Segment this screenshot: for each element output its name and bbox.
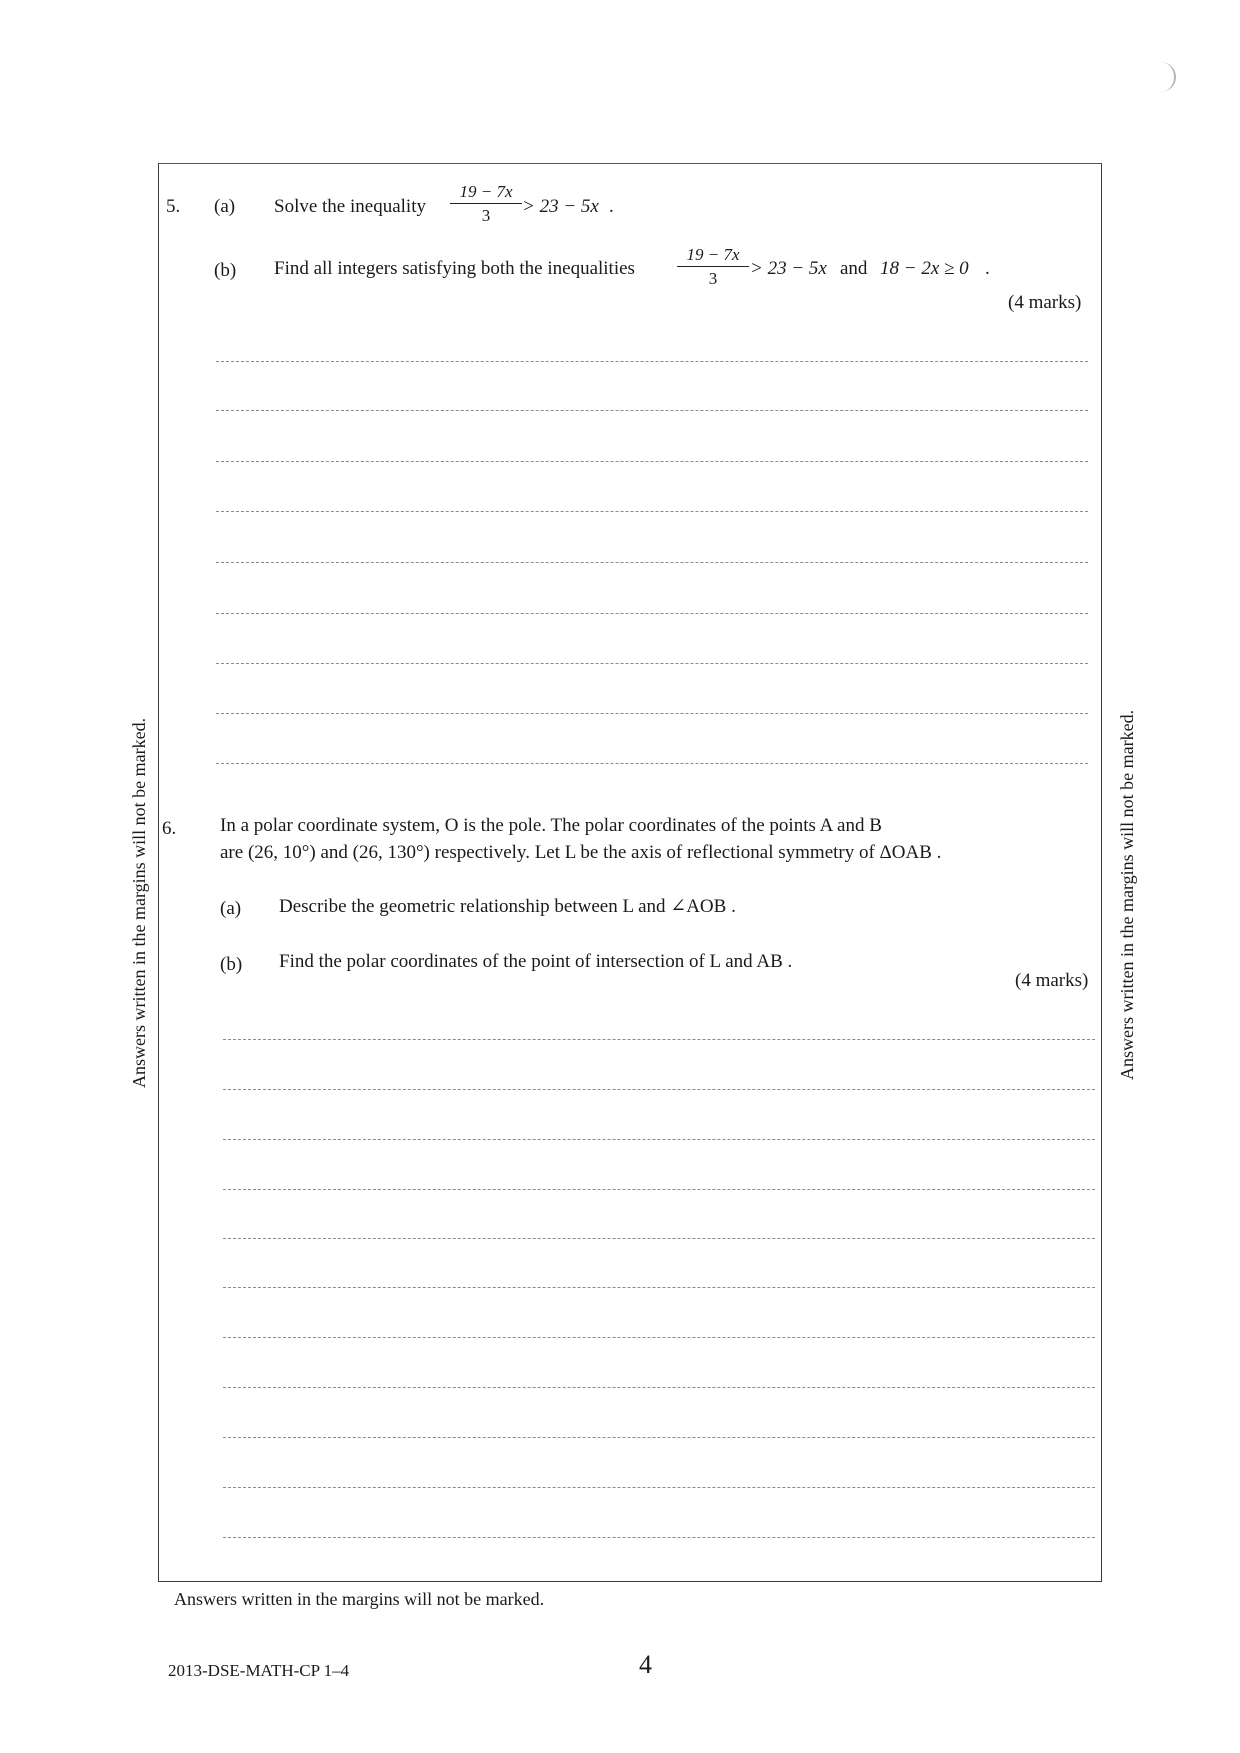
q5b-frac-denominator: 3 <box>708 269 718 289</box>
q5-marks: (4 marks) <box>1008 292 1082 313</box>
q5b-connector: and <box>840 258 868 279</box>
q5a-rhs: > 23 − 5x <box>522 196 599 217</box>
q6-answer-line[interactable] <box>223 1487 1095 1488</box>
q6-intro-line1: In a polar coordinate system, O is the pole. The polar coordinates of the points A and B <box>220 815 882 836</box>
q5b-text: Find all integers satisfying both the inequalities <box>274 258 635 279</box>
q5-answer-line[interactable] <box>216 763 1088 764</box>
q6-marks: (4 marks) <box>1015 970 1089 991</box>
q5b-frac-numerator: 19 − 7x <box>686 245 740 264</box>
q5a-end: . <box>609 196 614 217</box>
q6-answer-line[interactable] <box>223 1089 1095 1090</box>
q6-answer-line[interactable] <box>223 1139 1095 1140</box>
q6b-text: Find the polar coordinates of the point of intersection of L and AB . <box>279 951 793 972</box>
q5-answer-line[interactable] <box>216 713 1088 714</box>
q5b-rhs: > 23 − 5x <box>750 258 827 279</box>
q6-answer-line[interactable] <box>223 1287 1095 1288</box>
q6-answer-line[interactable] <box>223 1437 1095 1438</box>
q5a-text: Solve the inequality <box>274 196 426 217</box>
q5b-second-inequality: 18 − 2x ≥ 0 <box>880 258 969 279</box>
q5b-end: . <box>985 258 990 279</box>
q6-answer-line[interactable] <box>223 1238 1095 1239</box>
q5b-fraction <box>677 244 749 290</box>
answer-frame <box>158 163 1102 1582</box>
q5-answer-line[interactable] <box>216 562 1088 563</box>
q6-answer-line[interactable] <box>223 1039 1095 1040</box>
q5a-frac-bar <box>450 203 522 204</box>
q6b-label: (b) <box>220 954 243 975</box>
q5-answer-line[interactable] <box>216 361 1088 362</box>
page-number: 4 <box>639 1650 652 1679</box>
q6a-text: Describe the geometric relationship between L and ∠AOB . <box>279 896 736 917</box>
q6-answer-line[interactable] <box>223 1337 1095 1338</box>
q5-answer-line[interactable] <box>216 410 1088 411</box>
q6-number: 6. <box>162 818 177 839</box>
left-margin-note: Answers written in the margins will not be marked. <box>129 717 149 1088</box>
bottom-margin-note: Answers written in the margins will not be marked. <box>174 1589 545 1609</box>
q6-intro-line2: are (26, 10°) and (26, 130°) respectively. Let L be the axis of reflectional symmetry of ΔOAB . <box>220 842 942 863</box>
q6-answer-line[interactable] <box>223 1387 1095 1388</box>
q5b-frac-bar <box>677 266 749 267</box>
q5b-label: (b) <box>214 260 237 281</box>
q6-answer-line[interactable] <box>223 1189 1095 1190</box>
paper-code: 2013-DSE-MATH-CP 1–4 <box>168 1661 350 1680</box>
q5-answer-line[interactable] <box>216 663 1088 664</box>
q5-answer-line[interactable] <box>216 613 1088 614</box>
q6-answer-line[interactable] <box>223 1537 1095 1538</box>
q5-number: 5. <box>166 196 181 217</box>
right-margin-note: Answers written in the margins will not be marked. <box>1117 709 1137 1080</box>
q5a-fraction <box>450 181 522 227</box>
q5-answer-line[interactable] <box>216 461 1088 462</box>
q5a-frac-denominator: 3 <box>481 206 491 226</box>
q6a-label: (a) <box>220 898 242 919</box>
corner-mark <box>1160 62 1176 92</box>
q5a-label: (a) <box>214 196 236 217</box>
q5a-frac-numerator: 19 − 7x <box>459 182 513 201</box>
q5-answer-line[interactable] <box>216 511 1088 512</box>
